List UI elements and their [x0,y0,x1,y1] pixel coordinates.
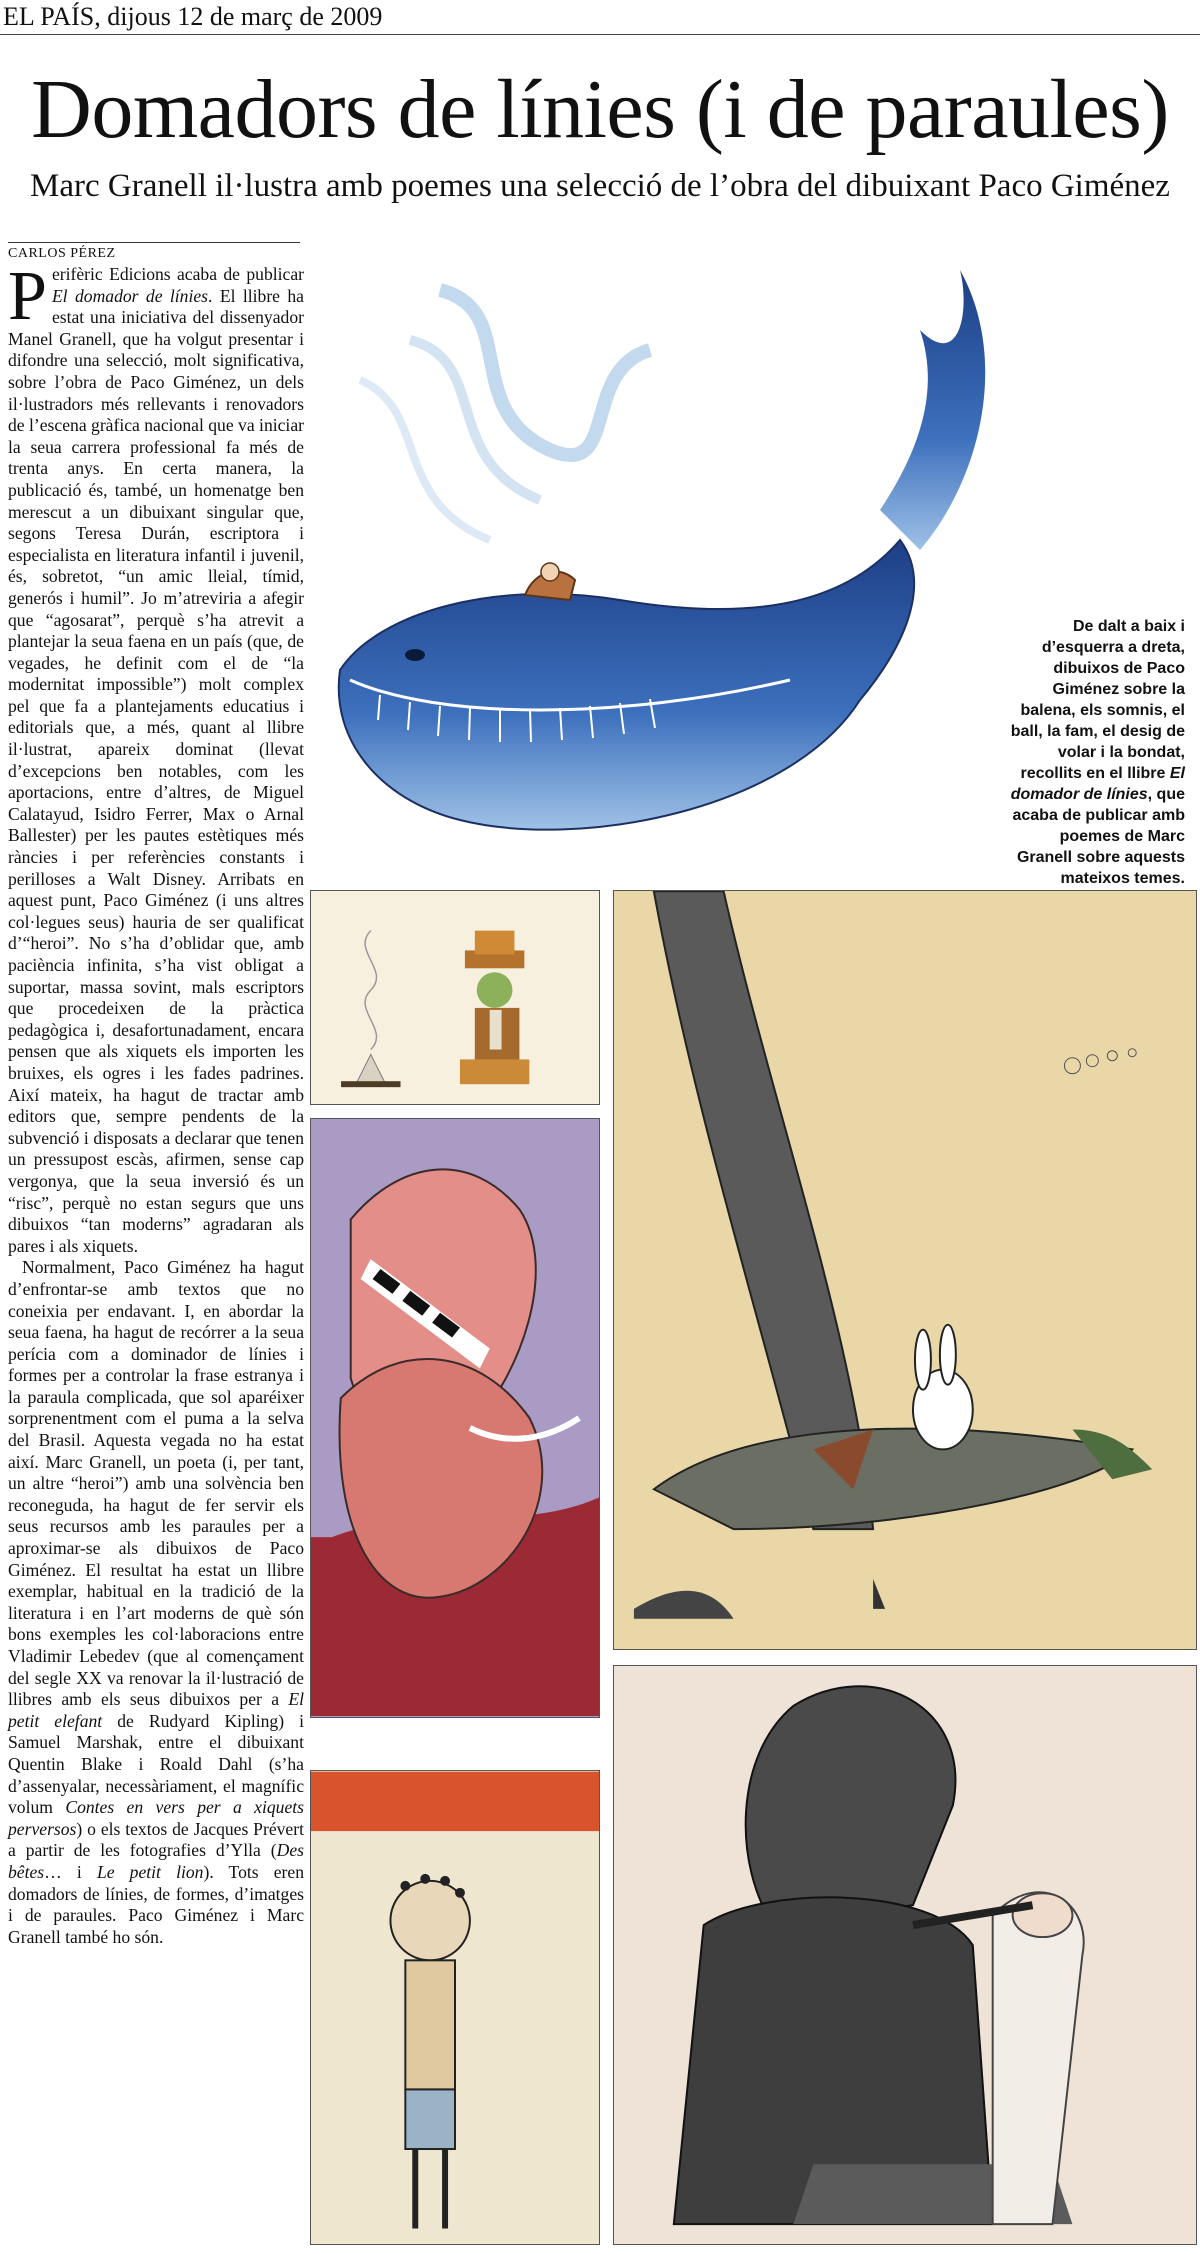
headline: Domadors de línies (i de paraules) [31,63,1169,156]
article-text: … i [44,1861,97,1882]
caption-text: De dalt a baix i d’esquerra a dreta, dibuixos de Paco Giménez sobre la balena, els somnis, el ball, la fam, el desig de volar i la bondat, recollits en el llibre [1010,618,1185,782]
caption-text: , que acaba de publicar amb poemes de Marc Granell sobre aquests mateixos temes. [1012,786,1185,887]
flight-illustration [613,890,1197,1650]
kindness-illustration [613,1665,1197,2245]
book-title: Contes en vers per a xiquets perversos [8,1797,304,1839]
article-body [8,258,305,1948]
article-text: Normalment, Paco Giménez ha hagut d’enfrontar-se amb textos que no coneixia per endavant. I, en abordar la seua faena, ha hagut de recórrer a la seua perícia com a dominador de línies i formes per a controlar la frase estranya i la paraula complicada, que sol aparéixer sorprenentment com el puma a la selva del Brasil. Aquesta vegada no ha estat així. Marc Granell, un poeta (i, per tant, un altre “heroi”) amb una solvència ben reconeguda, ha hagut de fer servir els seus recursos amb les paraules per a aproximar-se als dibuixos de Paco Giménez. El resultat ha estat un llibre exemplar, habitual en la tradició de la literatura i en l’art moderns de què són bons exemples les col·laboracions entre Vladimir Lebedev (que al començament del segle XX va renovar la il·lustració de llibres amb els seus dibuixos per a [8,1257,304,1710]
subhead: Marc Granell il·lustra amb poemes una selecció de l’obra del dibuixant Paco Giménez [30,168,1170,204]
whale-illustration [320,250,1000,890]
article-text: . El llibre ha estat una iniciativa del dissenyador Manel Granell, que ha volgut presentar i difondre una selecció, molt significativa, sobre l’obra de Paco Giménez, un dels il·lustradors més rellevants i renovadors de l’escena gràfica nacional que va iniciar la seua carrera professional fa més de trenta anys. En certa manera, la publicació és, també, un homenatge ben merescut a un dibuixant singular que, segons Teresa Durán, escriptora i especialista en literatura infantil i juvenil, és, sobretot, “un amic lleial, tímid, generós i humil”. Jo m’atreviria a afegir que “agosarat”, perquè s’ha atrevit a plantejar la seua faena en un país (que, de vegades, he definit com el de “la modernitat impossible”) molt complex pel que fa a plantejaments educatius i editorials que, a més, quant al llibre il·lustrat, apareix dominat (llevat d’excepcions ben notables, com les aportacions, entre d’altres, de Miguel Calatayud, Isidro Ferrer, Max o Arnal Ballester) per les pautes estètiques més ràncies i per referències constants i perilloses a Walt Disney. Arribats en aquest punt, Paco Giménez (i uns altres col·legues seus) hauria de ser qualificat d’“heroi”. No s’ha d’oblidar que, amb paciència infinita, s’ha vist obligat a suportar, massa sovint, mals escriptors que procedeixen de la pràctica pedagògica i, desafortunadament, encara pensen que als xiquets els importen les bruixes, els ogres i les fades padrines. Així mateix, ha hagut de tractar amb editors que, sempre pendents de la subvenció i disposats a declarar que tenen un pressupost escàs, afirmen, sense cap vergonya, que la seua inversió és un “risc”, perquè no estan segurs que uns dibuixos “tan moderns” agradaran als pares i als xiquets. [8,285,304,1256]
article-paragraph-1 [8,258,304,1257]
article-paragraph-2 [8,1257,304,1948]
book-title: El petit elefant [8,1689,304,1731]
byline: CARLOS PÉREZ [8,246,116,261]
byline-rule [8,242,300,243]
book-title: Le petit lion [96,1861,204,1882]
hunger-illustration [310,1770,600,2245]
masthead [0,0,1200,35]
photo-caption [1005,616,1185,889]
masthead-text: EL PAÍS, dijous 12 de març de 2009 [3,2,383,31]
article-text: ). Tots eren domadors de línies, de formes, d’imatges i de paraules. Paco Giménez i Marc Granell també ho són. [8,1861,305,1947]
drop-cap: P [8,258,47,335]
book-title: Des bêtes [8,1840,304,1882]
caption-book-title: El domador de línies [1010,765,1185,803]
article-text: de Rudyard Kipling) i Samuel Marshak, entre el dibuixant Quentin Blake i Roald Dahl (s’ha d’assenyalar, necessàriament, el magnífic volum [8,1710,304,1818]
dreams-illustration [310,890,600,1105]
dance-illustration [310,1118,600,1718]
book-title: El domador de línies [51,285,209,306]
article-text: ) o els textos de Jacques Prévert a partir de les fotografies d’Ylla ( [8,1818,304,1861]
article-text: erifèric Edicions acaba de publicar [51,264,304,284]
